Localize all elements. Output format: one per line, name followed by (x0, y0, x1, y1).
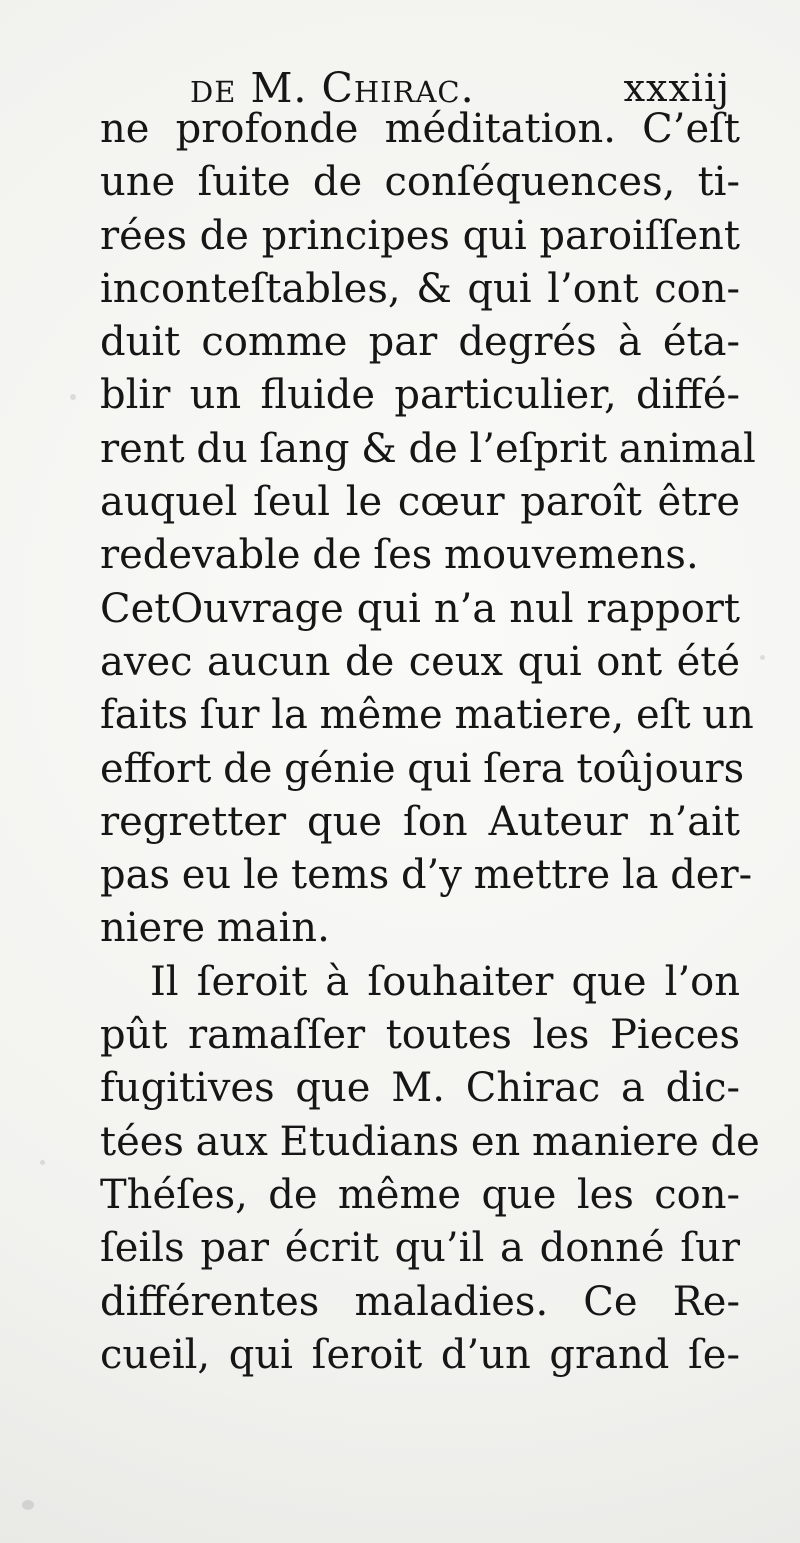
ink-smudge (760, 655, 765, 660)
ink-smudge (70, 394, 76, 400)
text-line: rent du ſang & de l’eſprit animal (100, 425, 756, 472)
page-number: xxxiij (623, 66, 730, 110)
text-line: différentes maladies. Ce Re- (100, 1278, 740, 1325)
text-line: duit comme par degrés à éta- (100, 319, 740, 366)
text-line: auquel ſeul le cœur paroît être (100, 479, 740, 526)
text-line: fugitives que M. Chirac a dic- (100, 1065, 740, 1112)
text-line: CetOuvrage qui n’a nul rapport (100, 585, 740, 632)
text-line: redevable de ſes mouvemens. (100, 532, 699, 579)
text-line: inconteſtables, & qui l’ont con- (100, 265, 740, 312)
body-text (100, 103, 760, 1382)
text-line: faits ſur la même matiere, eſt un (100, 692, 754, 739)
text-line: une ſuite de conſéquences, ti- (100, 159, 740, 206)
text-line: ne profonde méditation. C’eſt (100, 106, 740, 152)
text-line: cueil, qui ſeroit d’un grand ſe- (100, 1331, 740, 1378)
text-line: niere main. (100, 905, 330, 952)
ink-smudge (22, 1500, 34, 1510)
text-line: ſeils par écrit qu’il a donné ſur (100, 1225, 740, 1272)
text-line: effort de génie qui ſera toûjours (100, 745, 745, 792)
text-line: blir un fluide particulier, diffé- (100, 372, 740, 419)
paragraph-first-line: Il ſeroit à ſouhaiter que l’on (150, 958, 740, 1005)
text-line: avec aucun de ceux qui ont été (100, 638, 740, 685)
text-line: regretter que ſon Auteur n’ait (100, 798, 740, 845)
ink-smudge (40, 1160, 45, 1165)
text-line: Théſes, de même que les con- (100, 1171, 740, 1218)
text-line: pût ramaſſer toutes les Pieces (100, 1012, 740, 1059)
text-line: tées aux Etudians en maniere de (100, 1118, 760, 1165)
text-line: pas eu le tems d’y mettre la der- (100, 852, 753, 899)
running-head: de M. Chirac. (190, 64, 475, 112)
text-line: rées de principes qui paroiſſent (100, 212, 740, 259)
